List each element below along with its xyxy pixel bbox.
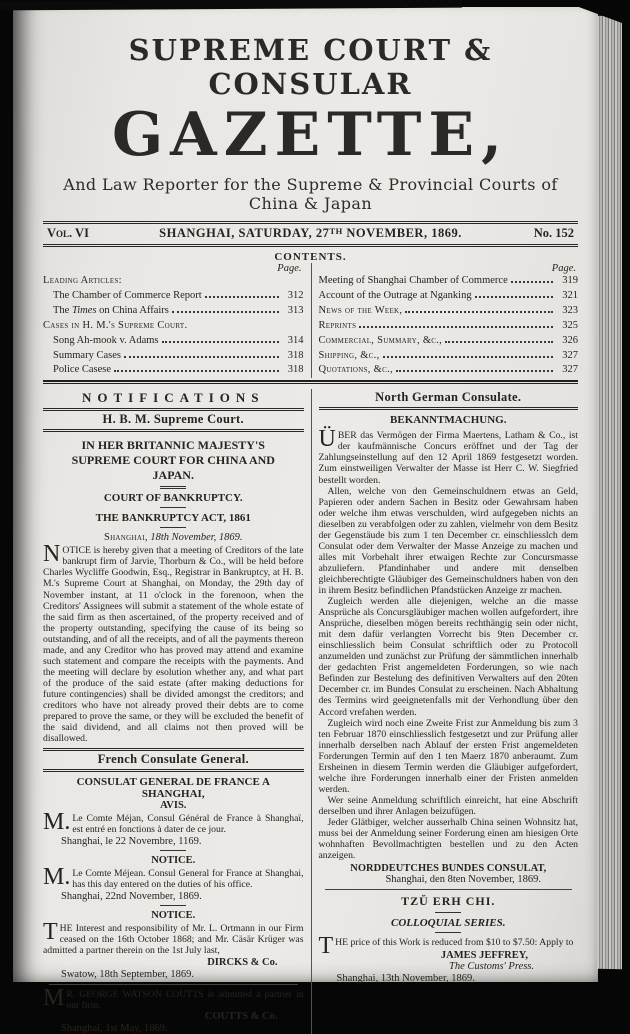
avis-text: Le Comte Méjan, Consul Général de France à Shanghaï, est entré en fonctions à dater de ce jour. <box>72 813 304 836</box>
bankruptcy-act-title: THE BANKRUPTCY ACT, 1861 <box>95 512 251 525</box>
toc-leader <box>114 370 278 372</box>
tzu-erh-chi-title: TZŬ ERH CHI. <box>401 894 496 909</box>
contents-heading: CONTENTS. <box>274 251 347 263</box>
avis-heading: AVIS. <box>160 800 187 812</box>
german-paragraph-1 <box>318 426 579 486</box>
notice2-text: Le Comte Méjean. Consul General for France at Shanghai, has this day entered on the duties of his office. <box>72 868 304 891</box>
section-divider <box>160 850 186 852</box>
court-of-bankruptcy-title: COURT OF BANKRUPTCY. <box>103 492 243 505</box>
volume-label: Vol. VI <box>47 226 89 240</box>
toc-page: 313 <box>287 304 304 316</box>
drop-cap: M <box>43 984 65 1011</box>
notice2-heading: NOTICE. <box>151 855 196 867</box>
avis-paragraph <box>43 809 304 836</box>
toc-entry <box>319 289 579 304</box>
toc-leader <box>475 296 553 298</box>
coutts-notice-text: R. GEORGE WATSON COUTTS is admitted a partner in our firm. <box>66 988 304 1011</box>
page-column-label: Page. <box>551 263 576 274</box>
toc-entry <box>319 274 579 289</box>
notifications-header: NOTIFICATIONS <box>81 390 265 406</box>
rule-divider-heavy <box>43 380 578 384</box>
toc-entry <box>43 274 304 289</box>
toc-entry <box>319 349 579 364</box>
notice2-dateline: Shanghai, 22nd November, 1869. <box>61 891 202 903</box>
rule-divider <box>43 244 578 247</box>
bundes-consulat-dateline: Shanghai, den 8ten November, 1869. <box>385 874 542 886</box>
notice2-paragraph <box>43 864 304 891</box>
toc-leader <box>205 296 279 298</box>
toc-label: Meeting of Shanghai Chamber of Commerce <box>318 275 508 286</box>
toc-label: Reprints <box>318 319 357 331</box>
dateline <box>43 221 578 247</box>
toc-leader <box>405 311 553 313</box>
court-title: IN HER BRITANNIC MAJESTY'S SUPREME COURT FOR CHINA AND JAPAN. <box>71 438 275 483</box>
toc-label-part: The <box>53 304 72 316</box>
left-article-column <box>43 389 311 1033</box>
notice3-signature: DIRCKS & Co. <box>207 956 278 968</box>
notice3-paragraph <box>43 919 304 957</box>
toc-page: 321 <box>562 289 578 301</box>
toc-label: The Chamber of Commerce Report <box>53 289 202 301</box>
bekanntmachung-heading: BEKANNTMACHUNG. <box>390 414 507 427</box>
press-dateline: Shanghai, 13th November, 1869. <box>336 973 475 985</box>
drop-cap: T <box>318 933 334 960</box>
dateline-text-end: NOVEMBER, 1869. <box>342 226 462 240</box>
masthead-title-line1: SUPREME COURT & CONSULAR <box>128 33 493 101</box>
contents-columns <box>43 263 578 378</box>
masthead-title-line2: GAZETTE, <box>111 100 510 170</box>
toc-entry <box>43 304 304 319</box>
bankruptcy-notice-paragraph <box>43 541 304 745</box>
toc-entry <box>43 363 304 378</box>
price-notice-text: HE price of this Work is reduced from $10 to $7.50: Apply to <box>335 937 574 949</box>
page-column-label: Page. <box>277 263 302 274</box>
toc-label: Commercial, Summary, &c., <box>318 334 443 346</box>
toc-leader <box>124 356 279 358</box>
section-divider <box>160 486 186 489</box>
section-divider <box>435 912 461 914</box>
paragraph-text: BER das Vermögen der Firma Maertens, Latham & Co., ist der kaufmännische Concurs eröffnet und der Tag der Zahlungseinstellung auf den 12 April 1869 festgesetzt worden. Zum einstweiligen Verwalter der Masse ist Herr C. W. Siegfried bestellt worden. <box>318 430 578 486</box>
dateline-center <box>157 226 464 241</box>
toc-page: 318 <box>287 349 304 361</box>
masthead-subtitle: And Law Reporter for the Supreme & Provincial Courts of China & Japan <box>63 175 558 213</box>
toc-entry <box>319 319 579 334</box>
hbm-supreme-court-header: H. B. M. Supreme Court. <box>102 412 244 427</box>
drop-cap: Ü <box>318 426 336 453</box>
rule-divider <box>319 407 579 410</box>
toc-label-part: on China Affairs <box>96 304 169 316</box>
toc-leader <box>445 341 553 343</box>
toc-label: Leading Articles: <box>43 275 122 286</box>
north-german-consulate-header: North German Consulate. <box>375 390 522 405</box>
customs-press-line: The Customs' Press. <box>449 961 534 973</box>
toc-label-italic: Times <box>71 304 97 316</box>
toc-entry <box>319 334 579 349</box>
section-divider <box>160 527 186 529</box>
coutts-dateline: Shanghai, 1st May, 1869. <box>61 1022 168 1034</box>
bundes-consulat-signature: NORDDEUTCHES BUNDES CONSULAT, <box>350 863 547 875</box>
colloquial-series-title: COLLOQUIAL SERIES. <box>390 917 506 930</box>
toc-label: Summary Cases <box>53 349 121 361</box>
toc-entry <box>319 304 579 319</box>
rule-divider <box>43 769 304 772</box>
toc-label: Cases in H. M.'s Supreme Court. <box>43 319 188 331</box>
article-columns <box>43 389 578 1033</box>
toc-label: Police Casese <box>53 364 112 376</box>
german-paragraph-5: Wer seine Anmeldung schriftlich einreicht, hat eine Abschrift derselben und ihrer Anlagen beizufügen. <box>318 794 578 817</box>
toc-page: 312 <box>287 289 304 301</box>
notice-dateline <box>43 532 304 543</box>
german-paragraph-4: Zugleich wird noch eine Zweite Frist zur Anmeldung bis zum 3 ten Februar 1870 einschliesslich festgesetzt und zur Prüfung aller innerhalb derselben nach Ablauf der ersten Frist angemeldeten Forderungen Termin auf den 1 ten Maerz 1870 anberaumt. Zum Ersheinen in diesem Termin werden die Gläubiger aufgefordert, welche ihre Forderungen innerhalb einer der Fristen anmelden werden. <box>318 717 578 795</box>
section-divider <box>160 507 186 509</box>
toc-entry <box>43 334 304 349</box>
toc-leader <box>172 311 279 313</box>
toc-leader <box>359 326 553 328</box>
toc-leader <box>162 341 279 343</box>
toc-entry <box>319 363 579 378</box>
section-divider <box>160 905 186 907</box>
avis-dateline: Shanghai, le 22 Novembre, 1169. <box>61 836 202 848</box>
section-divider <box>435 932 461 934</box>
toc-leader <box>511 281 553 283</box>
notice3-text: HE Interest and responsibility of Mr. L. Ortmann in our Firm ceased on the 16th October 1868; and Mr. Cäsär Krüger was admitted a partner therein on the 1st July last, <box>43 923 304 957</box>
thin-rule <box>49 984 298 985</box>
toc-label: Quotations, &c., <box>318 364 393 376</box>
drop-cap: N <box>43 541 61 568</box>
toc-leader <box>383 356 554 358</box>
masthead <box>43 33 578 213</box>
dateline-text: SHANGHAI, SATURDAY, 27 <box>159 226 330 240</box>
toc-page: 325 <box>562 319 578 331</box>
rule-divider <box>43 429 304 432</box>
notice3-heading: NOTICE. <box>151 910 196 922</box>
notice-date: 18th November, 1869. <box>150 532 243 544</box>
book-page-edges <box>597 16 622 970</box>
toc-page: 323 <box>562 304 578 316</box>
drop-cap: T <box>43 919 58 946</box>
dateline-ordinal: TH <box>329 226 343 236</box>
toc-page: 319 <box>562 275 578 286</box>
coutts-notice-paragraph <box>43 984 304 1011</box>
german-paragraph-2: Allen, welche von den Gemeinschuldnern etwas an Geld, Papieren oder andern Sachen in Besitz oder Gewahrsam haben oder welche ihm etwas verschulden, wird aufgegeben nichts an dieselben zu verabfolgen oder zu zahlen, vielmehr von dem Besitz der Gegenstäude bis zum 1 ten December cr. einschliesslch dem Consulat oder dem Verwalter der Masse Anzeige zu machen und alles mit Vorbehalt ihrer etwaigen Rechte zur Concursmasse abzuliefern. Pfandinhaber und andere mit denselben gleichberechtigte Gläubiger des Gemeinschuldners haben von den in ihrem Besitz befindlichen Pfandstücken Anzeige zr machen. <box>318 485 578 596</box>
toc-label: Account of the Outrage at Nganking <box>318 289 472 301</box>
toc-label: Shipping, &c., <box>318 349 380 361</box>
toc-page: 318 <box>287 364 304 376</box>
drop-cap: M. <box>43 864 71 891</box>
toc-page: 327 <box>562 349 578 361</box>
toc-page: 314 <box>287 334 304 346</box>
toc-entry <box>43 349 304 364</box>
contents-right-column <box>311 263 579 378</box>
right-article-column <box>311 389 579 1033</box>
contents-left-column <box>43 263 311 378</box>
french-consulate-header: French Consulate General. <box>97 752 249 767</box>
notice3-dateline: Swatow, 18th September, 1869. <box>61 968 195 980</box>
toc-entry <box>43 289 304 304</box>
german-paragraph-6: Jeder Glätbiger, welcher ausserhalb China seinen Wohnsitz hat, muss bei der Anmeldung seiner Forderung einen am hiesigen Orte wohnhaften Bevollmachtigten bestellen und zu den Acten anzeigen. <box>318 816 578 862</box>
toc-leader <box>396 370 553 372</box>
german-notice-body <box>318 426 579 862</box>
toc-label <box>43 304 169 319</box>
toc-page: 327 <box>562 364 578 376</box>
notice-place: Shanghai, <box>103 532 148 544</box>
thin-rule <box>325 889 573 890</box>
drop-cap: M. <box>43 809 71 836</box>
toc-label: Song Ah-mook v. Adams <box>53 334 159 346</box>
consulat-title: CONSULAT GENERAL DE FRANCE A SHANGHAI, <box>76 776 270 801</box>
coutts-signature: COUTTS & Co. <box>204 1010 278 1022</box>
gazette-page <box>13 7 598 1034</box>
toc-page: 326 <box>562 334 578 346</box>
german-paragraph-3: Zugleich werden alle diejenigen, welche an die masse Ansprüche als Concursgläubiger machen wollen aufgefordert, ihre Ansprüche, dieselben mögen bereits rechthängig sein oder nicht, mit dem dafür verlangten Vorrecht bis 9ten December cr. einschliesslich beim Consulat schriftlich oder zu Protocoll anzumelden und zunächst zur Prüfung der sämmtlichen innerhalb der gedachten Frist angemeldeten Forderungen, so wie nach Befinden zur Bestelung des definitiven Verwalters auf den 20ten December cr. im Bundes Consulat zu erscheinen. Nach Abhaltung des Termins wird geeignetenfalls mit der Verhondlung über den Accord vrefahen werden. <box>318 596 578 718</box>
issue-number: No. 152 <box>533 226 574 240</box>
notice-text: OTICE is hereby given that a meeting of Creditors of the late bankrupt firm of Jarvie, Thorburn & Co., will be held before Charles Wycliffe Goodwin, Esq., Registrar in Bankruptcy, at H. B. M.'s Supreme Court at Shanghai, on Monday, the 29th day of November instant, at 11 o'clock in the forenoon, when the Creditors' Assignees will submit a statement of the whole estate of the said firm as then ascertained, of the property received and of the property outstanding, specifying the cause of its being so outstanding, and of all the receipts, and of all the payments thereon made, and any Creditor who has proved may attend and examine such statement and compare the receipts with the payments. And the meeting will declare by esolution whether any, and what part of the produce of the said estate (after making deductions for future contingencies) shall be divided amongst the creditors; and creditors who have not already proved their debts are to come prepared to prove the same, or they will be excluded the benefit of the said dividend, and all claims not then proved will be disallowed. <box>43 545 304 745</box>
toc-label: News of the Week, <box>318 304 403 316</box>
jeffrey-signature: JAMES JEFFREY, <box>440 950 528 962</box>
toc-entry <box>43 319 304 334</box>
